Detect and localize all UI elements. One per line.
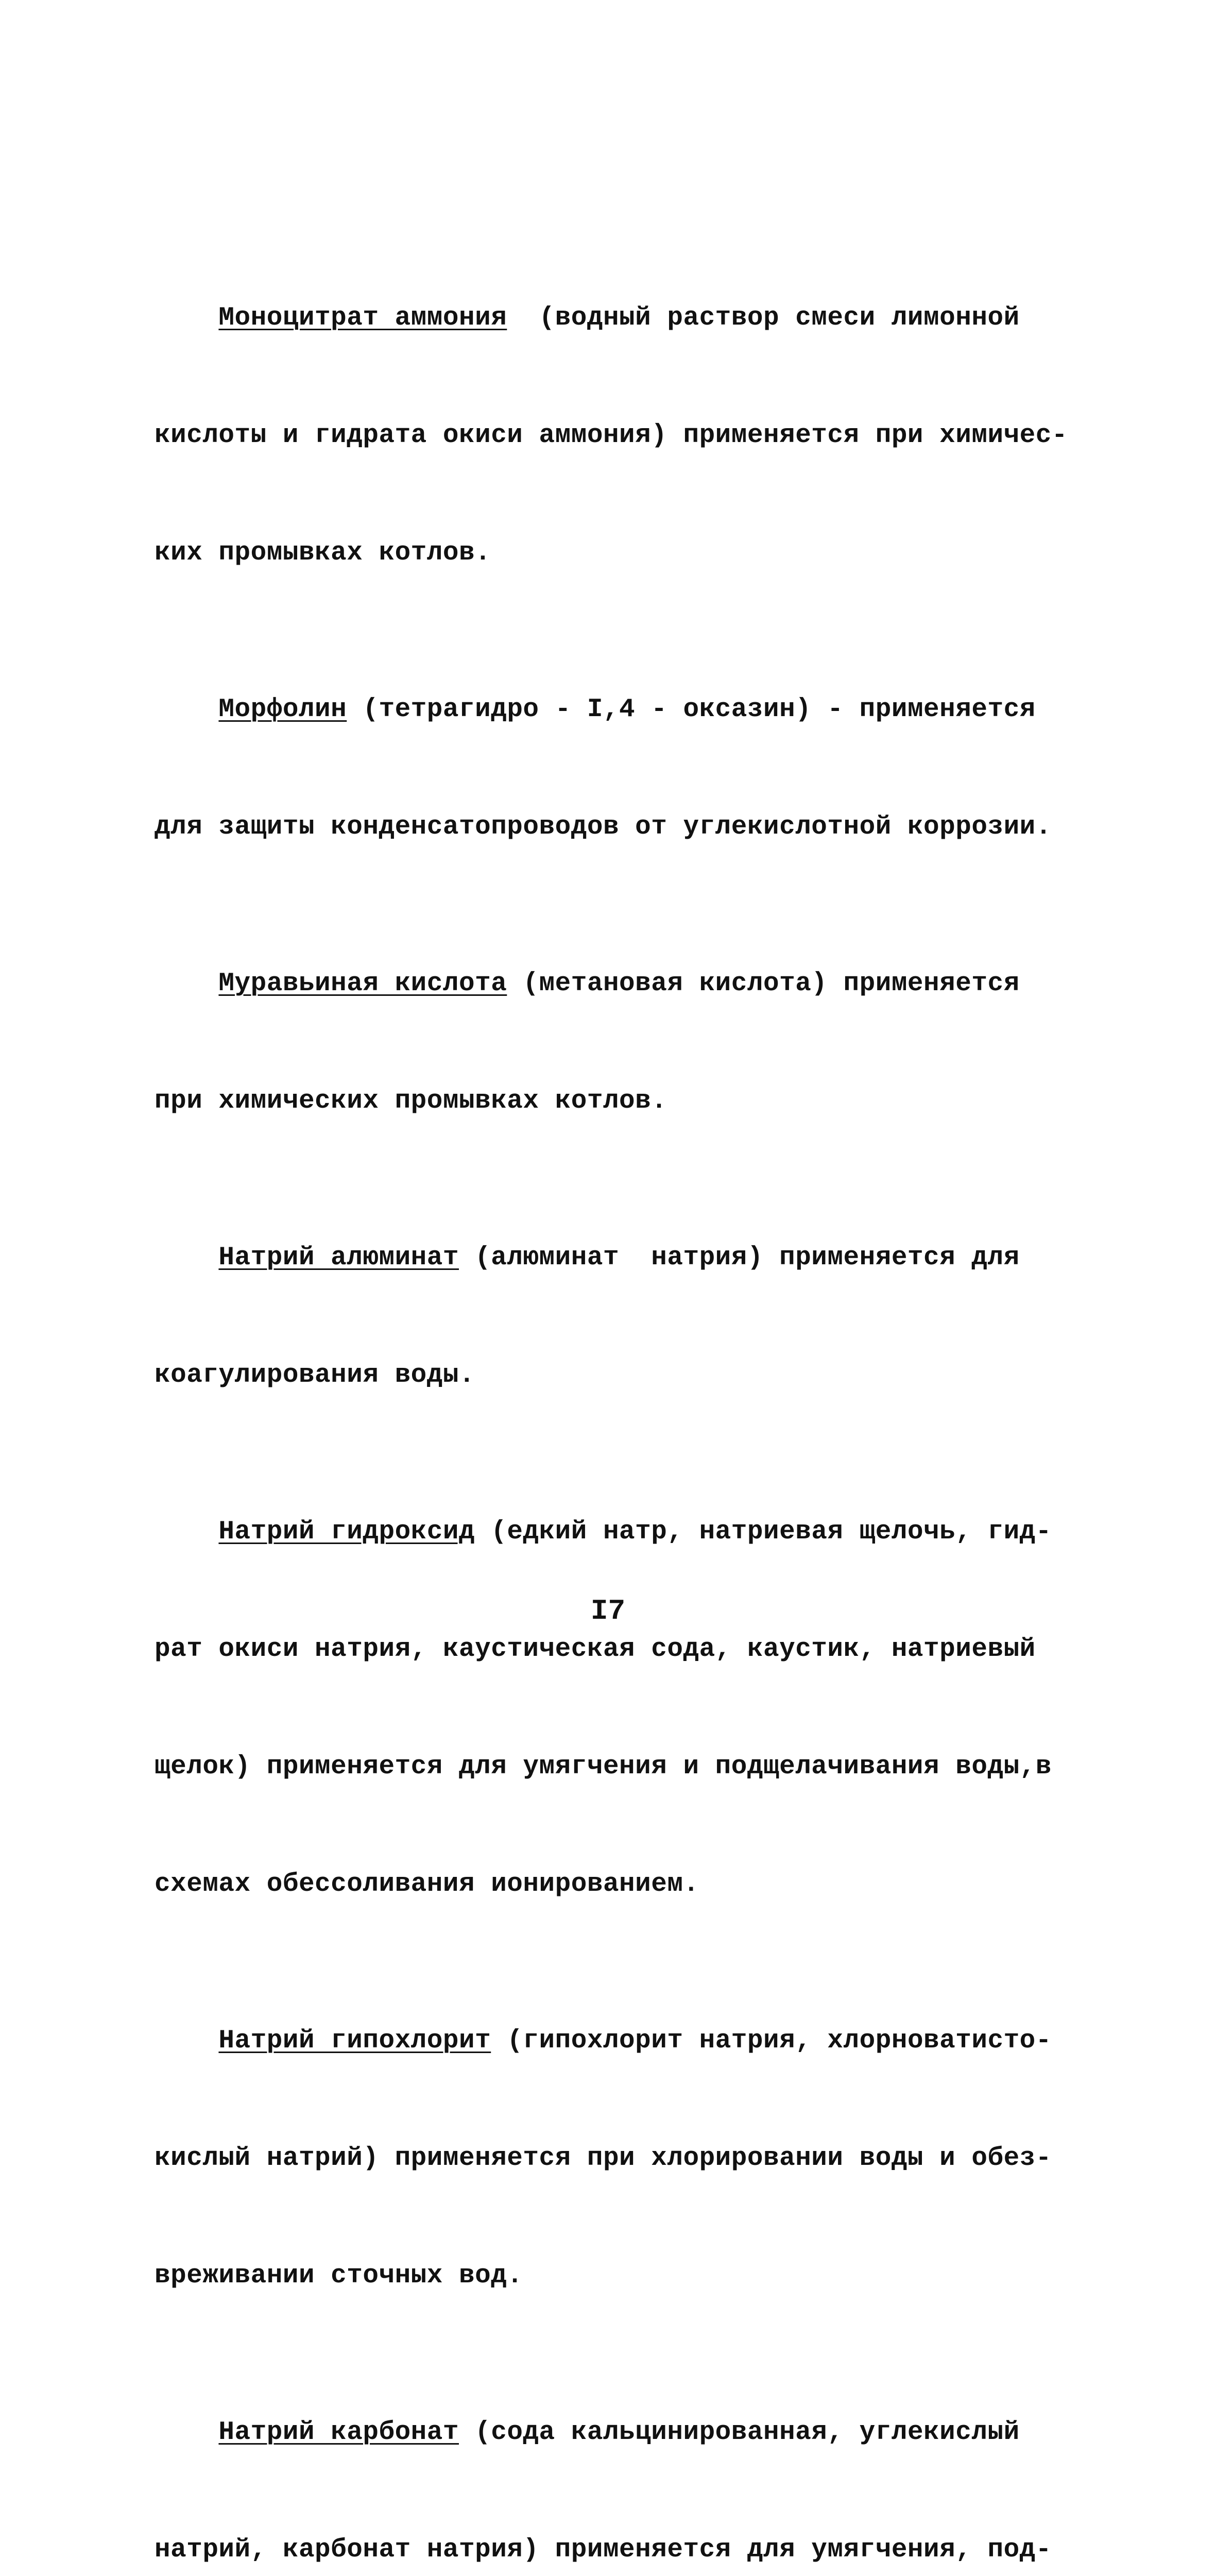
entry-first-line: [155, 1513, 1071, 1552]
entry-text: (сода кальцинированная, углекислый: [459, 2418, 1020, 2447]
entry-text: (алюминат натрия) применяется для: [459, 1243, 1020, 1273]
entry-term: Натрий гипохлорит: [218, 2026, 491, 2056]
entry-text: (водный раствор смеси лимонной: [507, 303, 1020, 333]
entry-term: Натрий карбонат: [218, 2418, 459, 2447]
page-number: I7: [590, 1595, 626, 1628]
entry-text: (тетрагидро - I,4 - оксазин) - применяется: [347, 695, 1036, 724]
entry-first-line: [155, 1239, 1071, 1278]
entry-line: кислый натрий) применяется при хлорировании воды и обез-: [155, 2144, 1052, 2173]
entry-line: вреживании сточных вод.: [155, 2261, 523, 2291]
entry-line: при химических промывках котлов.: [155, 1087, 667, 1116]
entry-term: Натрий алюминат: [218, 1243, 459, 1273]
entry-line: кислоты и гидрата окиси аммония) применяется при химичес-: [155, 421, 1068, 450]
entry-line: щелок) применяется для умягчения и подщелачивания воды,в: [155, 1752, 1052, 1782]
entry-first-line: [155, 2413, 1071, 2452]
entry-line: схемах обессоливания ионированием.: [155, 1870, 699, 1899]
entry-term: Моноцитрат аммония: [218, 303, 507, 333]
entry-text: (метановая кислота) применяется: [507, 969, 1020, 998]
entry-line: рат окиси натрия, каустическая сода, каустик, натриевый: [155, 1635, 1036, 1664]
entry-line: натрий, карбонат натрия) применяется для умягчения, под-: [155, 2535, 1052, 2565]
entry-first-line: [155, 299, 1071, 338]
entry-line: для защиты конденсатопроводов от углекислотной коррозии.: [155, 812, 1052, 842]
entry-term: Натрий гидроксид: [218, 1517, 475, 1547]
entry-term: Муравьиная кислота: [218, 969, 507, 998]
document-body: [155, 181, 1071, 2576]
entry-text: (едкий натр, натриевая щелочь, гид-: [475, 1517, 1052, 1547]
entry-first-line: [155, 2022, 1071, 2061]
entry-term: Морфолин: [218, 695, 347, 724]
entry-line: ких промывках котлов.: [155, 538, 491, 568]
entry-first-line: [155, 964, 1071, 1004]
entry-text: (гипохлорит натрия, хлорноватисто-: [491, 2026, 1052, 2056]
entry-line: коагулирования воды.: [155, 1361, 475, 1390]
entry-first-line: [155, 690, 1071, 730]
